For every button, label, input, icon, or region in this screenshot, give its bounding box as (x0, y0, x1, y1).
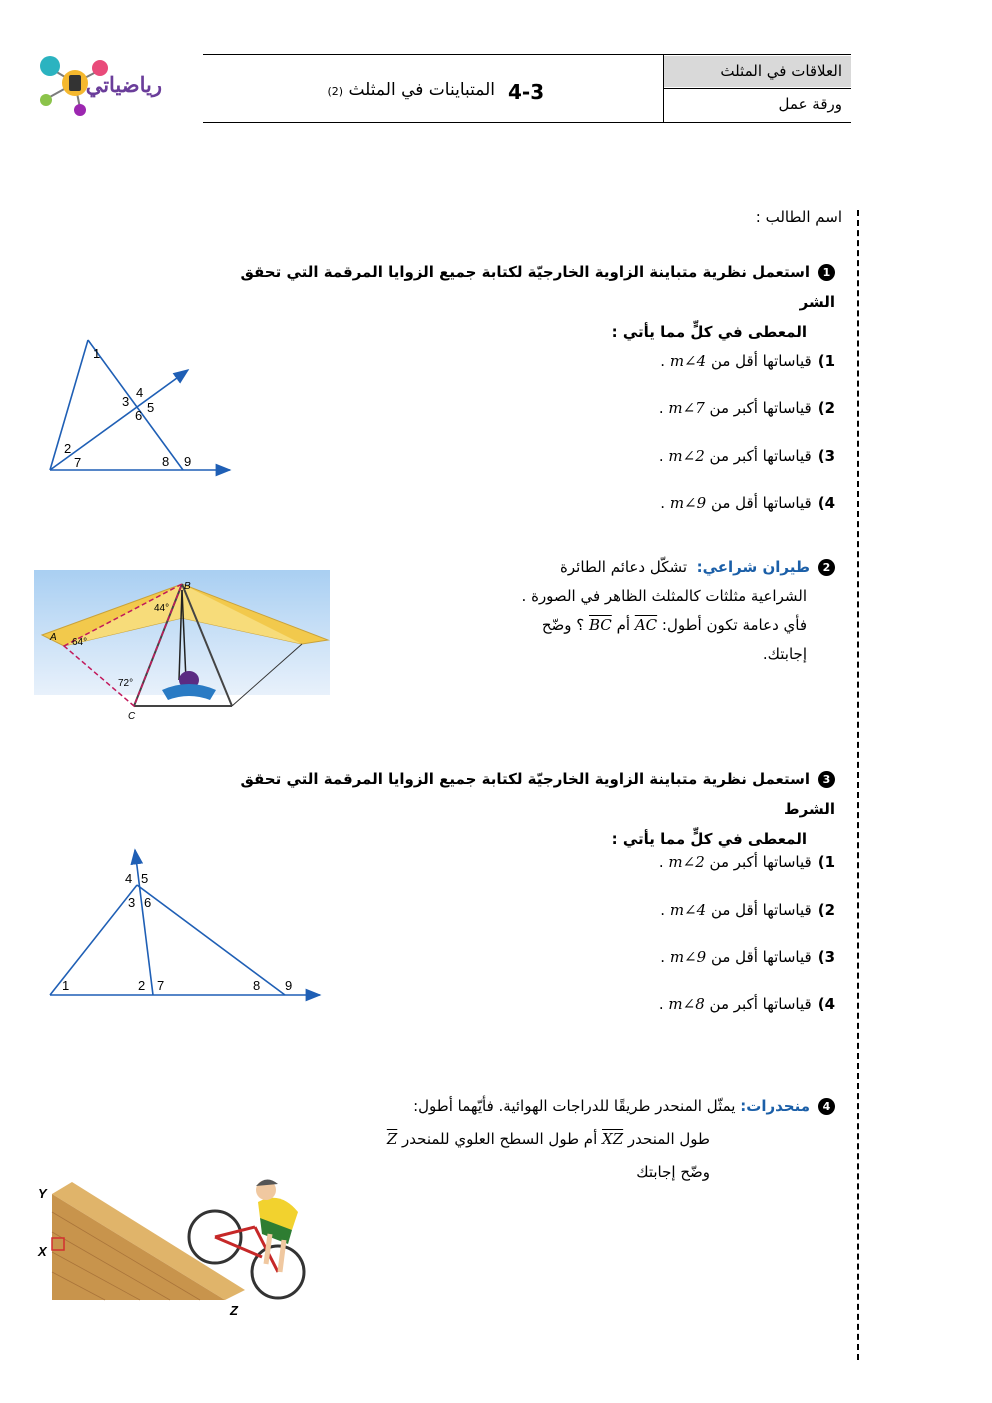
svg-text:1: 1 (62, 978, 70, 993)
svg-text:9: 9 (184, 454, 192, 469)
site-logo (30, 48, 180, 118)
svg-text:8: 8 (162, 454, 170, 469)
q3-item-1: 1)قياساتها أكبر من m∠2 . (658, 853, 835, 871)
student-name-label: اسم الطالب : (755, 208, 842, 226)
q1-prompt: 1استعمل نظرية متباينة الزاوية الخارجيّة لكتابة جميع الزوايا المرقمة التي تحقق الشر المعطى في كلٍّ مما يأتي : (240, 263, 835, 341)
q3-item-2: 2)قياساتها أقل من m∠4 . (660, 901, 835, 919)
svg-text:5: 5 (141, 871, 149, 886)
q1-item-2: 2)قياساتها أكبر من m∠7 . (658, 399, 835, 417)
q4-text: 4منحدرات: يمثّل المنحدر طريقًا للدراجات الهوائية. فأيّهما أطول: طول المنحدر XZ أم طول السطح العلوي للمنحدر Z وضّح إجابتك (330, 1092, 835, 1187)
q3-item-4: 4)قياساتها أكبر من m∠8 . (658, 995, 835, 1013)
svg-text:9: 9 (285, 978, 293, 993)
svg-text:72°: 72° (118, 678, 134, 689)
svg-text:Z: Z (230, 1303, 238, 1318)
svg-text:6: 6 (135, 408, 143, 423)
q3-prompt: 3استعمل نظرية متباينة الزاوية الخارجيّة لكتابة جميع الزوايا المرقمة التي تحقق الشرط المعطى في كلٍّ مما يأتي : (240, 770, 835, 848)
worksheet-label: ورقة عمل (778, 95, 842, 113)
q3-number: 3 (818, 771, 835, 788)
logo-text: رياضياتي (85, 74, 162, 97)
q4-ramp-figure (30, 1172, 315, 1320)
svg-text:6: 6 (144, 895, 152, 910)
svg-text:44°: 44° (154, 603, 170, 614)
svg-text:7: 7 (157, 978, 165, 993)
svg-text:1: 1 (93, 346, 101, 361)
svg-text:X: X (38, 1244, 47, 1259)
chapter-title: العلاقات في المثلث (720, 62, 842, 80)
svg-text:A: A (50, 632, 57, 643)
svg-text:C: C (128, 711, 136, 720)
q1-item-3: 3)قياساتها أكبر من m∠2 . (658, 447, 835, 465)
q2-hang-glider-figure (34, 570, 330, 720)
svg-text:B: B (184, 581, 191, 592)
svg-text:Y: Y (38, 1186, 47, 1201)
q1-number: 1 (818, 264, 835, 281)
svg-text:3: 3 (128, 895, 136, 910)
q2-number: 2 (818, 559, 835, 576)
q4-number: 4 (818, 1098, 835, 1115)
svg-text:64°: 64° (72, 637, 88, 648)
q1-item-1: 1)قياساتها أقل من m∠4 . (660, 352, 835, 370)
margin-dashed-line (857, 210, 859, 1360)
q1-figure (40, 330, 250, 485)
svg-text:2: 2 (64, 441, 72, 456)
svg-text:2: 2 (138, 978, 146, 993)
q1-item-4: 4)قياساتها أقل من m∠9 . (660, 494, 835, 512)
lesson-number: 4-3 (508, 80, 545, 104)
q3-item-3: 3)قياساتها أقل من m∠9 . (660, 948, 835, 966)
svg-text:3: 3 (122, 394, 130, 409)
svg-text:4: 4 (125, 871, 133, 886)
svg-text:8: 8 (253, 978, 261, 993)
q3-figure (40, 845, 330, 1005)
lesson-title: المتباينات في المثلث (2) (327, 80, 495, 100)
svg-text:4: 4 (136, 385, 144, 400)
q2-text: 2طيران شراعي: تشكّل دعائم الطائرة الشراعية مثلثات كالمثلث الظاهر في الصورة . فأي دعامة تكون أطول: AC أم BC ؟ وضّح إجابتك. (480, 553, 835, 669)
svg-text:7: 7 (74, 455, 82, 470)
svg-text:5: 5 (147, 400, 155, 415)
